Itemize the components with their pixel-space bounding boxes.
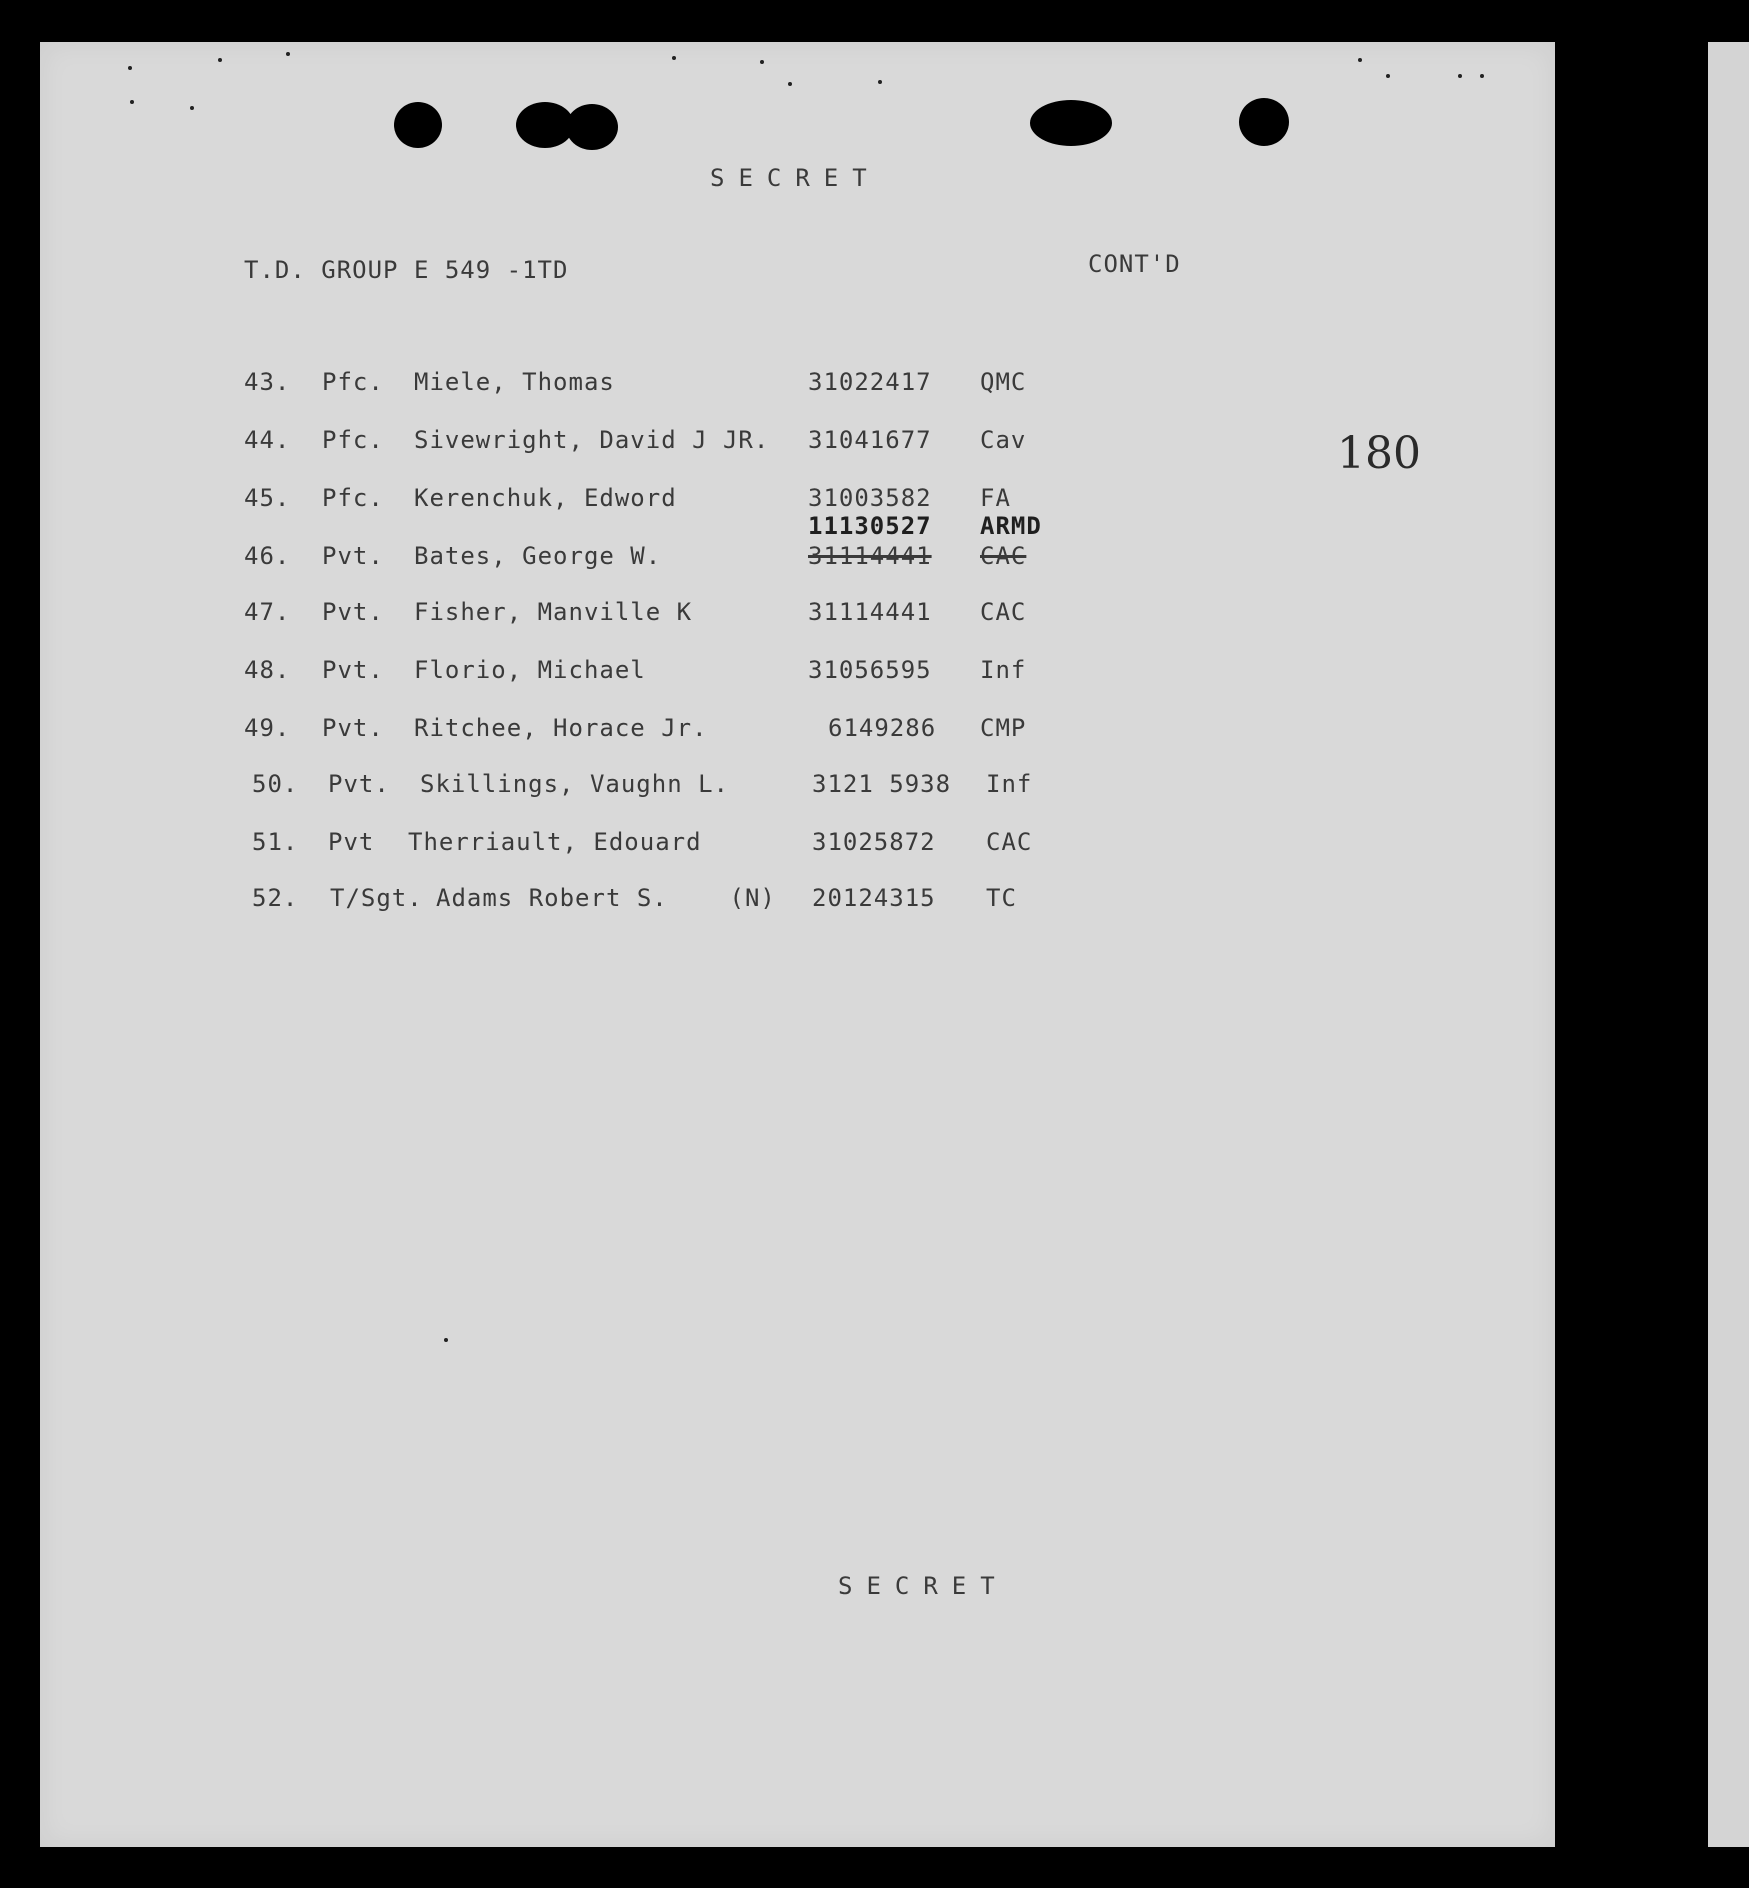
row-branch: CMP	[980, 714, 1027, 742]
speck	[286, 52, 290, 56]
row-serial: 6149286	[828, 714, 937, 742]
speck	[190, 106, 194, 110]
row-number: 48.	[244, 656, 291, 684]
classification-top: SECRET	[710, 164, 881, 192]
row-number: 50.	[252, 770, 299, 798]
row-rank: Pvt	[328, 828, 375, 856]
row-name: Fisher, Manville K	[414, 598, 693, 626]
row-rank: Pvt.	[322, 656, 384, 684]
row-branch-struck: CAC	[980, 542, 1027, 570]
roster-row	[0, 368, 1749, 408]
corrected-serial: 11130527	[808, 512, 932, 540]
row-branch: Inf	[980, 656, 1027, 684]
row-number: 46.	[244, 542, 291, 570]
punch-hole	[566, 104, 618, 150]
row-serial: 31025872	[812, 828, 936, 856]
row-number: 49.	[244, 714, 291, 742]
speck	[1386, 74, 1390, 78]
row-branch: CAC	[980, 598, 1027, 626]
row-number: 52.	[252, 884, 299, 912]
corrected-branch: ARMD	[980, 512, 1042, 540]
speck	[1480, 74, 1484, 78]
row-branch: Inf	[986, 770, 1033, 798]
row-name: Bates, George W.	[414, 542, 662, 570]
row-serial: 20124315	[812, 884, 936, 912]
row-number: 45.	[244, 484, 291, 512]
row-rank: Pvt.	[328, 770, 390, 798]
row-name: Florio, Michael	[414, 656, 646, 684]
roster-row	[0, 426, 1749, 466]
adjacent-page-edge	[1708, 42, 1749, 1847]
speck	[760, 60, 764, 64]
roster-row	[0, 542, 1749, 582]
speck	[1458, 74, 1462, 78]
row-number: 43.	[244, 368, 291, 396]
row-number: 47.	[244, 598, 291, 626]
row-serial: 31056595	[808, 656, 932, 684]
row-name: Skillings, Vaughn L.	[420, 770, 729, 798]
row-branch: FA	[980, 484, 1011, 512]
row-rank: Pvt.	[322, 598, 384, 626]
row-name: Kerenchuk, Edword	[414, 484, 677, 512]
roster-row	[0, 884, 1749, 924]
row-rank: Pvt.	[322, 542, 384, 570]
row-rank: Pfc.	[322, 368, 384, 396]
row-rank: Pvt.	[322, 714, 384, 742]
row-serial: 31003582	[808, 484, 932, 512]
row-number: 51.	[252, 828, 299, 856]
speck	[1358, 58, 1362, 62]
row-rank: Pfc.	[322, 484, 384, 512]
row-name: Ritchee, Horace Jr.	[414, 714, 708, 742]
speck	[444, 1338, 448, 1342]
row-branch: CAC	[986, 828, 1033, 856]
speck	[130, 100, 134, 104]
row-serial: 31041677	[808, 426, 932, 454]
row-branch: Cav	[980, 426, 1027, 454]
row-number: 44.	[244, 426, 291, 454]
speck	[672, 56, 676, 60]
continued-label: CONT'D	[1088, 250, 1181, 278]
row-serial-struck: 31114441	[808, 542, 932, 570]
page-number-handwritten: 180	[1337, 428, 1421, 479]
row-serial: 3121 5938	[812, 770, 952, 798]
roster-row	[0, 598, 1749, 638]
roster-row	[0, 770, 1749, 810]
punch-hole	[1239, 98, 1289, 146]
punch-hole	[1030, 100, 1112, 146]
row-branch: TC	[986, 884, 1017, 912]
speck	[128, 66, 132, 70]
row-serial: 31114441	[808, 598, 932, 626]
roster-row	[0, 714, 1749, 754]
row-rank: Pfc.	[322, 426, 384, 454]
roster-row	[0, 828, 1749, 868]
classification-bottom: SECRET	[838, 1572, 1009, 1600]
row-rank: T/Sgt.	[330, 884, 423, 912]
row-name: Sivewright, David J JR.	[414, 426, 770, 454]
row-name: Adams Robert S. (N)	[436, 884, 776, 912]
speck	[218, 58, 222, 62]
row-name: Therriault, Edouard	[408, 828, 702, 856]
roster-row	[0, 656, 1749, 696]
speck	[878, 80, 882, 84]
punch-hole	[394, 102, 442, 148]
row-branch: QMC	[980, 368, 1027, 396]
document-page	[40, 42, 1555, 1847]
row-name: Miele, Thomas	[414, 368, 615, 396]
group-line: T.D. GROUP E 549 -1TD	[244, 256, 569, 284]
row-serial: 31022417	[808, 368, 932, 396]
speck	[788, 82, 792, 86]
